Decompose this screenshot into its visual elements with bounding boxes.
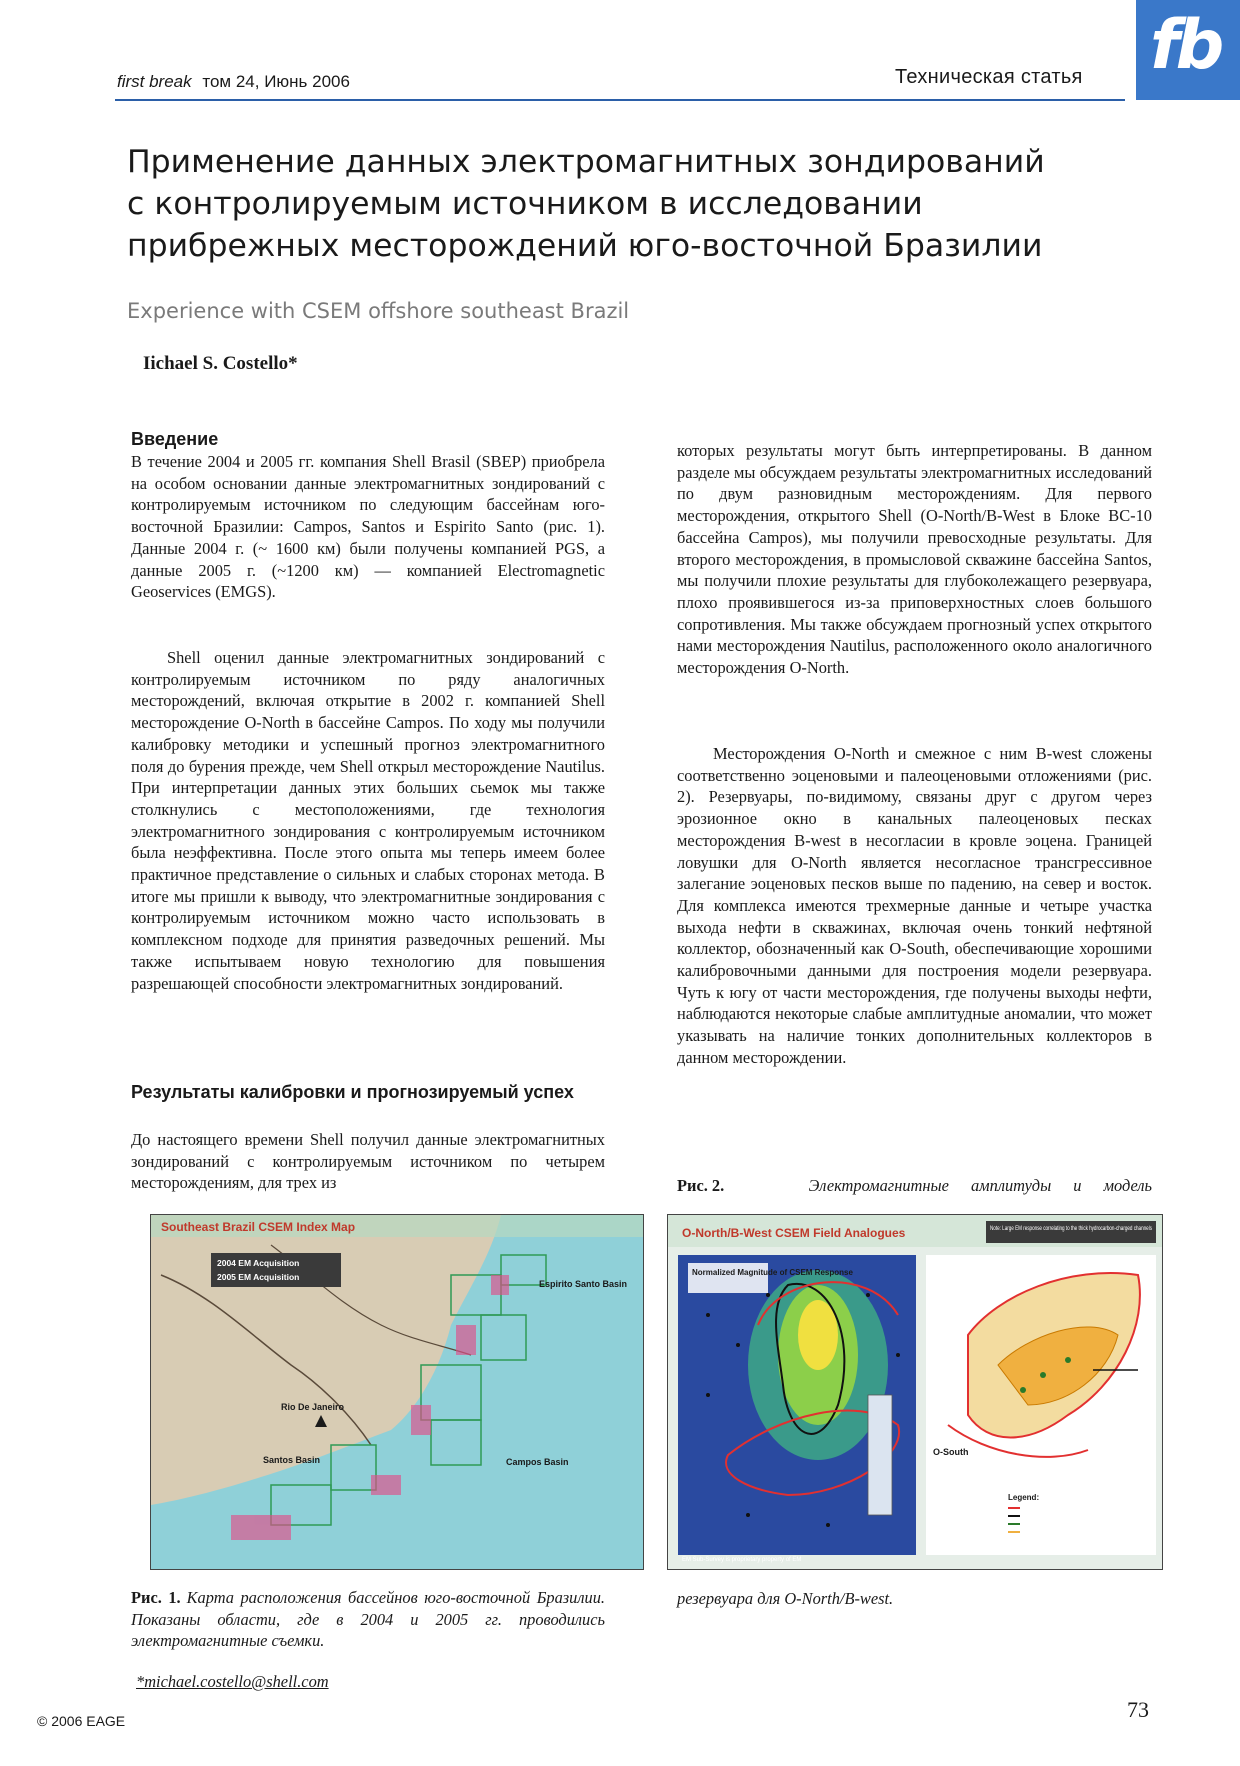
article-title (127, 141, 1087, 267)
header-rule (115, 99, 1125, 101)
fig2-legend-title: Legend: (1008, 1493, 1040, 1502)
fig1-label-espirito-santo: Espirito Santo Basin (539, 1279, 628, 1289)
heading-calibration: Результаты калибровки и прогнозируемый успех (131, 1082, 574, 1102)
author-footnote (136, 1672, 329, 1692)
fig2-caption-label: Рис. 2. (677, 1176, 725, 1195)
title-line-2: с контролируемым источником в исследовании (127, 186, 923, 222)
fig1-label-rio: Rio De Janeiro (281, 1402, 345, 1412)
journal-name: first break (117, 72, 192, 91)
journal-logo (1136, 0, 1240, 100)
logo-text: fb (1150, 6, 1221, 85)
fig1-legend-2004: 2004 EM Acquisition (217, 1258, 300, 1268)
figure-2-svg (668, 1215, 1162, 1569)
title-line-3: прибрежных месторождений юго-восточной Бразилии (127, 228, 1043, 264)
fig2-panel-label (692, 1268, 853, 1277)
author-email-link[interactable]: *michael.costello@shell.com (136, 1672, 329, 1691)
copyright: © 2006 EAGE (37, 1713, 126, 1729)
fig1-label-santos: Santos Basin (263, 1455, 321, 1465)
intro-paragraph-1: В течение 2004 и 2005 гг. компания Shell Brasil (SBEP) приобрела на особом основании данные электромагнитных зондирований с контролируемым источником по следующим бассейнам юго-восточной Бразилии: Campos, Santos и Espirito Santo (рис. 1). Данные 2004 г. (~ 1600 км) были получены компанией PGS, а данные 2005 г. (~1200 км) — компанией Electromagnetic Geoservices (EMGS). (131, 452, 605, 602)
fig2-caption-text-line1: Электромагнитные амплитуды и модель (808, 1176, 1152, 1195)
page-number: 73 (1127, 1697, 1149, 1722)
figure-1-caption (131, 1587, 605, 1652)
running-header (117, 72, 350, 92)
fig1-map-title: Southeast Brazil CSEM Index Map (161, 1220, 356, 1234)
col2-paragraph-2: Месторождения O-North и смежное с ним B-west сложены соответственно эоценовыми и палеоценовыми отложениями (рис. 2). Резервуары, по-видимому, связаны друг с другом через эрозионное окно в канальных палеоценовых песках месторождения B-west в несогласии в кровле эоцена. Границей ловушки для O-North является несогласное трансгрессивное залегание эоценовых песков выше по падению, на север и восток. Для комплекса имеются трехмерные данные и четыре участка выхода нефти в скважинах, включая очень тонкий нефтяной коллектор, обозначенный как O-South, обеспечивающие хорошими калибровочными данными для построения модели резервуара. Чуть к югу от части месторождения, где получены выходы нефти, наблюдаются некоторые слабые амплитудные аномалии, что может указывать на наличие тонких дополнительных коллекторов в данном месторождении. (677, 744, 1152, 1067)
calibration-paragraph: До настоящего времени Shell получил данные электромагнитных зондирований с контролируемым источником по четырем месторождениям, для трех из (131, 1130, 605, 1193)
fig1-label-campos: Campos Basin (506, 1457, 569, 1467)
figure-2-map (667, 1214, 1163, 1570)
fig1-caption-label: Рис. 1. (131, 1588, 181, 1607)
figure-2-caption-top (677, 1175, 1152, 1197)
intro-paragraph-2: Shell оценил данные электромагнитных зондирований с контролируемым источником по ряду аналогичных месторождений, включая открытие в 2002 г. компанией Shell месторождение O-North в бассейне Campos. По ходу мы получили калибровку методики и успешный прогноз электромагнитного поля до бурения прежде, чем Shell открыл месторождение Nautilus. При интерпретации данных этих больших сьемок мы также столкнулись с местоположениями, где технология электромагнитного зондирования с контролируемым источником была неэффективна. После этого опыта мы теперь имеем более практичное представление о сильных и слабых сторонах метода. В итоге мы пришли к выводу, что электромагнитные зондирования с контролируемым источником можно часто использовать в комплексном подходе для принятия разведочных решений. Мы также испытываем новую технологию для повышения разрешающей способности электромагнитных зондирований. (131, 648, 605, 993)
figure-2-caption-bottom (677, 1588, 1152, 1610)
issue-info: том 24, Июнь 2006 (202, 72, 350, 91)
title-line-1: Применение данных электромагнитных зондирований (127, 144, 1045, 180)
section-label: Техническая статья (895, 66, 1083, 88)
col2-paragraph-1: которых результаты могут быть интерпретированы. В данном разделе мы обсуждаем результаты электромагнитных исследований по двум разновидным месторождениям. Для первого месторождения, открытого Shell (O-North/B-West в Блоке BC-10 бассейна Campos), мы получили превосходные результаты. Для второго месторождения, в промысловой скважине бассейна Santos, мы получили плохие результаты для глубоколежащего резервуара, плохо проявившегося из-за приповерхностных слоев большого сопротивления. Мы также обсуждаем прогнозный успех открытого нами месторождения Nautilus, расположенного около аналогичного месторождения O-North. (677, 441, 1152, 678)
author-name: Iichael S. Costello* (143, 353, 298, 374)
fig2-caption-text-line2: резервуара для O-North/B-west. (677, 1589, 894, 1608)
figure-1-map (150, 1214, 644, 1570)
fig1-caption-text: Карта расположения бассейнов юго-восточной Бразилии. Показаны области, где в 2004 и 2005 гг. проводились электромагнитные съемки. (131, 1588, 605, 1651)
fig2-panel-label-text: Normalized Magnitude of CSEM Response (692, 1268, 853, 1277)
article-subtitle: Experience with CSEM offshore southeast Brazil (127, 299, 630, 323)
fig1-legend-2005: 2005 EM Acquisition (217, 1272, 300, 1282)
fig2-note: Note: Large EM response correlating to the thick hydrocarbon-charged channels (990, 1226, 1152, 1232)
heading-introduction: Введение (131, 429, 219, 449)
fig2-map-title: O-North/B-West CSEM Field Analogues (682, 1226, 906, 1240)
figure-1-svg (151, 1215, 643, 1569)
fig2-label-osouth: O-South (933, 1447, 969, 1457)
fig2-credit: EM Sub-Survey is proprietary property of EM (682, 1557, 802, 1563)
